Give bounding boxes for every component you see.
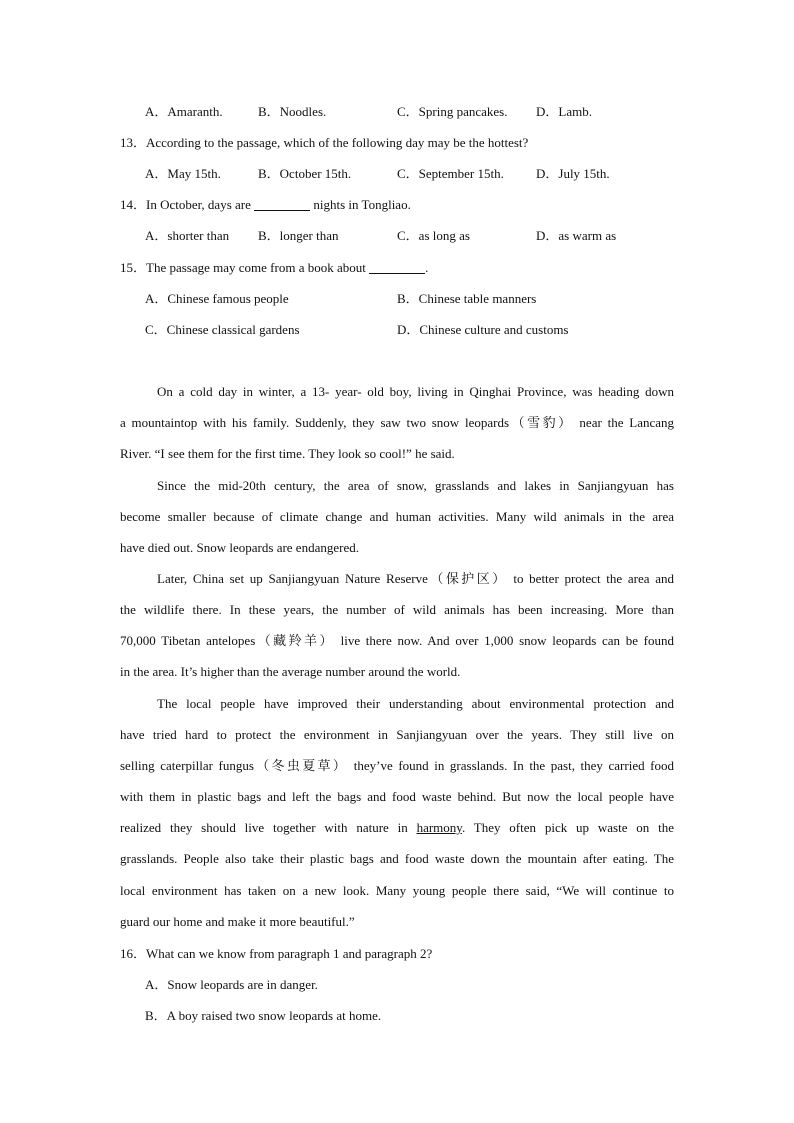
q13-option-b: B．October 15th.: [258, 166, 352, 181]
passage-p4-line-6: grasslands. People also take their plastic bags and food waste down the mountain after eating. The: [120, 851, 674, 866]
q15-option-b: B．Chinese table manners: [397, 291, 537, 306]
passage-p2-line-2: become smaller because of climate change and human activities. Many wild animals in the area: [120, 509, 674, 524]
passage-p1-line-1: On a cold day in winter, a 13- year- old boy, living in Qinghai Province, was heading down: [157, 384, 674, 399]
q15-option-a: A．Chinese famous people: [145, 291, 289, 306]
q14-option-a: A．shorter than: [145, 228, 230, 243]
passage-p4-line-7: local environment has taken on a new look. Many young people there said, “We will continue to: [120, 883, 674, 898]
q14-option-c: C．as long as: [397, 228, 470, 243]
passage-p1-line-2: a mountaintop with his family. Suddenly, they saw two snow leopards（雪豹） near the Lancang: [120, 415, 674, 430]
q14-stem-before: 14．In October, days are: [120, 197, 251, 212]
q14-answer-blank: [254, 198, 310, 211]
q13-option-a: A．May 15th.: [145, 166, 221, 181]
passage-p4-line-1: The local people have improved their understanding about environmental protection and: [157, 696, 674, 711]
q14-option-d: D．as warm as: [536, 228, 617, 243]
underlined-word-harmony: harmony: [416, 820, 462, 835]
passage-p3-line-4: in the area. It’s higher than the average number around the world.: [120, 664, 461, 679]
passage-p3-line-3: 70,000 Tibetan antelopes（藏羚羊） live there now. And over 1,000 snow leopards can be found: [120, 633, 674, 648]
q13-stem: 13．According to the passage, which of the following day may be the hottest?: [120, 135, 529, 150]
passage-p3-line-1: Later, China set up Sanjiangyuan Nature Reserve（保护区） to better protect the area and: [157, 571, 674, 586]
q14-option-b: B．longer than: [258, 228, 339, 243]
passage-p2-line-1: Since the mid-20th century, the area of snow, grasslands and lakes in Sanjiangyuan has: [157, 478, 674, 493]
q15-answer-blank: [369, 261, 425, 274]
q16-option-a: A．Snow leopards are in danger.: [145, 977, 318, 992]
q15-stem: [120, 260, 428, 276]
q12-option-d: D．Lamb.: [536, 104, 592, 119]
q12-option-a: A．Amaranth.: [145, 104, 223, 119]
q15-option-d: D．Chinese culture and customs: [397, 322, 569, 337]
passage-p2-line-3: have died out. Snow leopards are endangered.: [120, 540, 359, 555]
q12-option-c: C．Spring pancakes.: [397, 104, 508, 119]
q16-option-b: B．A boy raised two snow leopards at home.: [145, 1008, 382, 1023]
passage-p4-line-8: guard our home and make it more beautiful.”: [120, 914, 355, 929]
q14-stem: [120, 197, 411, 213]
passage-p3-line-2: the wildlife there. In these years, the number of wild animals has been increasing. More than: [120, 602, 674, 617]
q14-stem-after: nights in Tongliao.: [313, 197, 411, 212]
passage-p4-line-3: selling caterpillar fungus（冬虫夏草） they’ve found in grasslands. In the past, they carried food: [120, 758, 674, 773]
q15-stem-before: 15．The passage may come from a book about: [120, 260, 366, 275]
passage-p1-line-3: River. “I see them for the first time. They look so cool!” he said.: [120, 446, 455, 461]
q13-option-d: D．July 15th.: [536, 166, 610, 181]
passage-p4-line-5-after: . They often pick up waste on the: [461, 820, 674, 835]
passage-p4-line-5: [120, 820, 674, 836]
q13-option-c: C．September 15th.: [397, 166, 504, 181]
q15-option-c: C．Chinese classical gardens: [145, 322, 300, 337]
q15-stem-after: .: [425, 260, 429, 275]
passage-p4-line-4: with them in plastic bags and left the bags and food waste behind. But now the local people have: [120, 789, 674, 804]
q12-option-b: B．Noodles.: [258, 104, 327, 119]
q16-stem: 16．What can we know from paragraph 1 and paragraph 2?: [120, 946, 433, 961]
passage-p4-line-2: have tried hard to protect the environment in Sanjiangyuan over the years. They still live on: [120, 727, 674, 742]
passage-p4-line-5-before: realized they should live together with nature in: [120, 820, 408, 835]
